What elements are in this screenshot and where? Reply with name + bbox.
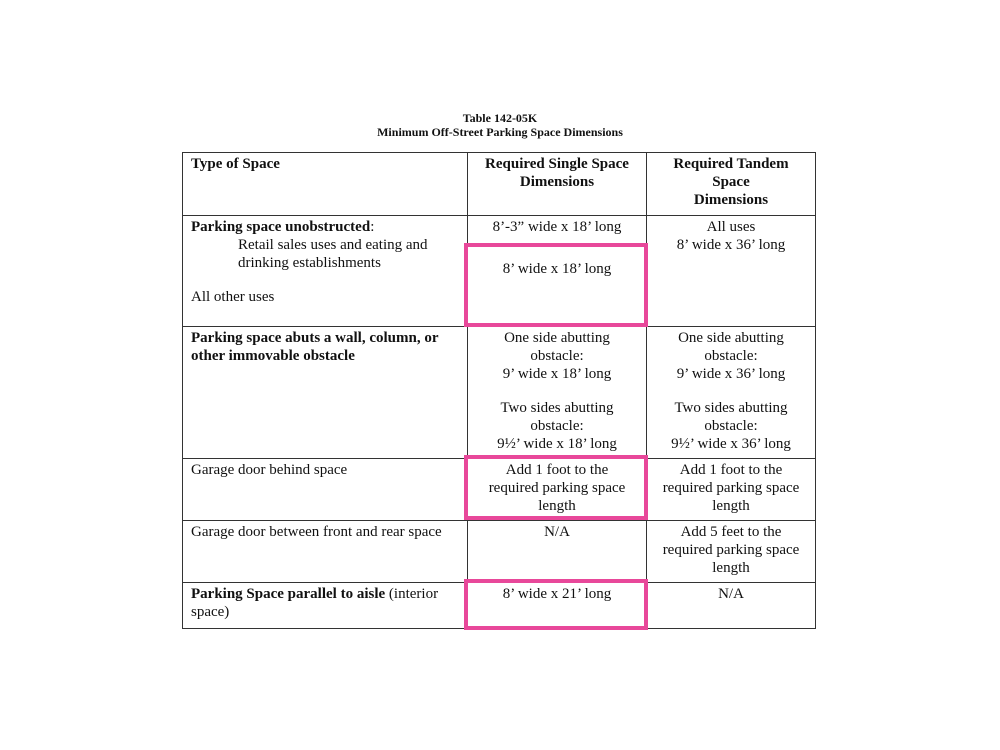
parking-dimensions-table <box>182 152 816 629</box>
table-number: Table 142-05K <box>462 111 538 125</box>
header-row <box>183 153 816 216</box>
table-row <box>183 521 816 583</box>
single-garage-between: N/A <box>468 521 647 583</box>
table-row <box>183 327 816 459</box>
row-label-garage-behind: Garage door behind space <box>183 459 468 521</box>
tandem-unobstructed: All uses 8’ wide x 36’ long <box>647 216 816 327</box>
single-unobstructed: 8’-3” wide x 18’ long 8’ wide x 18’ long <box>468 216 647 327</box>
row-label-abuts-obstacle: Parking space abuts a wall, column, or other immovable obstacle <box>183 327 468 459</box>
row-label-parallel-aisle: Parking Space parallel to aisle (interior space) <box>183 583 468 629</box>
single-parallel-aisle: 8’ wide x 21’ long <box>468 583 647 629</box>
table-row <box>183 583 816 629</box>
tandem-garage-behind: Add 1 foot to the required parking space length <box>647 459 816 521</box>
row-label-garage-between: Garage door between front and rear space <box>183 521 468 583</box>
tandem-abuts-obstacle: One side abutting obstacle: 9’ wide x 36’ long Two sides abutting obstacle: 9½’ wide x 36’ long <box>647 327 816 459</box>
single-abuts-obstacle: One side abutting obstacle: 9’ wide x 18’ long Two sides abutting obstacle: 9½’ wide x 18’ long <box>468 327 647 459</box>
tandem-garage-between: Add 5 feet to the required parking space length <box>647 521 816 583</box>
header-type-of-space: Type of Space <box>183 153 468 216</box>
single-garage-behind: Add 1 foot to the required parking space length <box>468 459 647 521</box>
tandem-parallel-aisle: N/A <box>647 583 816 629</box>
header-tandem-space: Required Tandem Space Dimensions <box>647 153 816 216</box>
header-single-space: Required Single Space Dimensions <box>468 153 647 216</box>
table-row <box>183 216 816 327</box>
table-row <box>183 459 816 521</box>
row-label-unobstructed: Parking space unobstructed: Retail sales uses and eating and drinking establishments All other uses <box>183 216 468 327</box>
table-title: Minimum Off-Street Parking Space Dimensions <box>377 125 623 139</box>
